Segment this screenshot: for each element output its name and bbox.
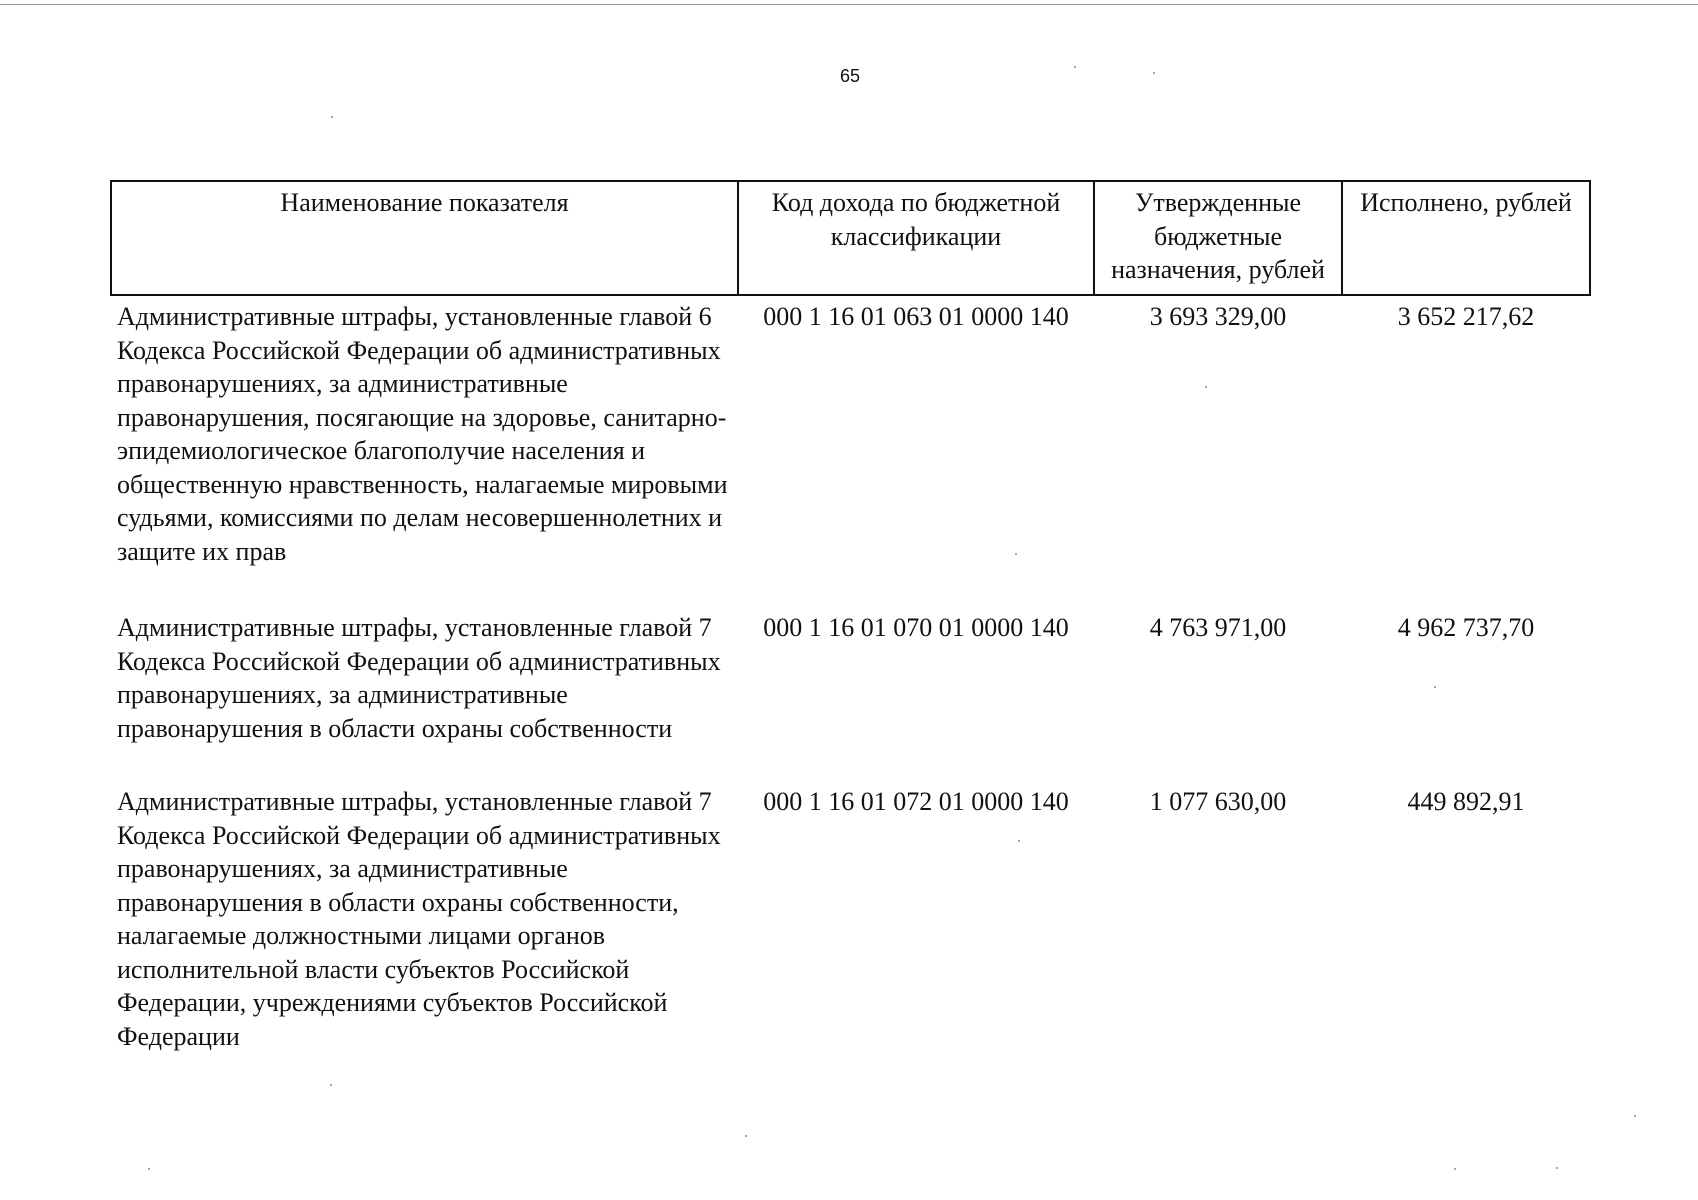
executed-amount-cell: 4 962 737,70 [1397, 613, 1535, 642]
header-indicator-name: Наименование показателя [111, 181, 738, 295]
scan-speck [1018, 840, 1020, 842]
budget-revenue-table [110, 180, 1591, 1065]
indicator-name-cell: Административные штрафы, установленные главой 7 Кодекса Российской Федерации об административных правонарушениях, за административные правонарушения в области охраны собственности, налагаемые должностными лицами органов исполнительной власти субъектов Российской Федерации, учреждениями субъектов Российской Федерации [117, 787, 721, 1051]
executed-amount-cell: 3 652 217,62 [1397, 302, 1535, 331]
table-header [111, 181, 1590, 295]
header-executed-amount: Исполнено, рублей [1342, 181, 1590, 295]
table-row [111, 295, 1590, 611]
header-row [111, 181, 1590, 295]
scan-speck [1454, 1168, 1456, 1170]
scan-speck [1015, 553, 1017, 555]
approved-amount-cell: 1 077 630,00 [1149, 787, 1287, 816]
indicator-name-cell: Административные штрафы, установленные главой 6 Кодекса Российской Федерации об административных правонарушениях, за административные правонарушения, посягающие на здоровье, санитарно-эпидемиологическое благополучие населения и общественную нравственность, налагаемые мировыми судьями, комиссиями по делам несовершеннолетних и защите их прав [117, 302, 728, 566]
revenue-code-cell: 000 1 16 01 070 01 0000 140 [763, 613, 1069, 642]
table-body [111, 295, 1590, 1065]
executed-amount-cell: 449 892,91 [1407, 787, 1525, 816]
scan-speck [1074, 66, 1076, 68]
indicator-name-cell: Административные штрафы, установленные главой 7 Кодекса Российской Федерации об административных правонарушениях, за административные правонарушения в области охраны собственности [117, 613, 721, 743]
scan-speck [1634, 1115, 1636, 1117]
approved-amount-cell: 3 693 329,00 [1149, 302, 1287, 331]
scan-speck [330, 1084, 332, 1086]
scan-speck [745, 1135, 747, 1137]
scan-speck [1556, 1167, 1558, 1169]
approved-amount-cell: 4 763 971,00 [1149, 613, 1287, 642]
page-number: 65 [839, 66, 861, 86]
scan-speck [148, 1168, 150, 1170]
scan-speck [1153, 72, 1155, 74]
scan-top-edge-line [0, 4, 1698, 5]
table-row [111, 611, 1590, 785]
revenue-code-cell: 000 1 16 01 072 01 0000 140 [763, 787, 1069, 816]
scan-speck [1434, 686, 1436, 688]
scan-speck [331, 116, 333, 118]
revenue-code-cell: 000 1 16 01 063 01 0000 140 [763, 302, 1069, 331]
header-approved-amount: Утвержденные бюджетные назначения, рублей [1094, 181, 1342, 295]
header-revenue-code: Код дохода по бюджетной классификации [738, 181, 1094, 295]
scan-speck [1205, 386, 1207, 388]
table-row [111, 785, 1590, 1065]
